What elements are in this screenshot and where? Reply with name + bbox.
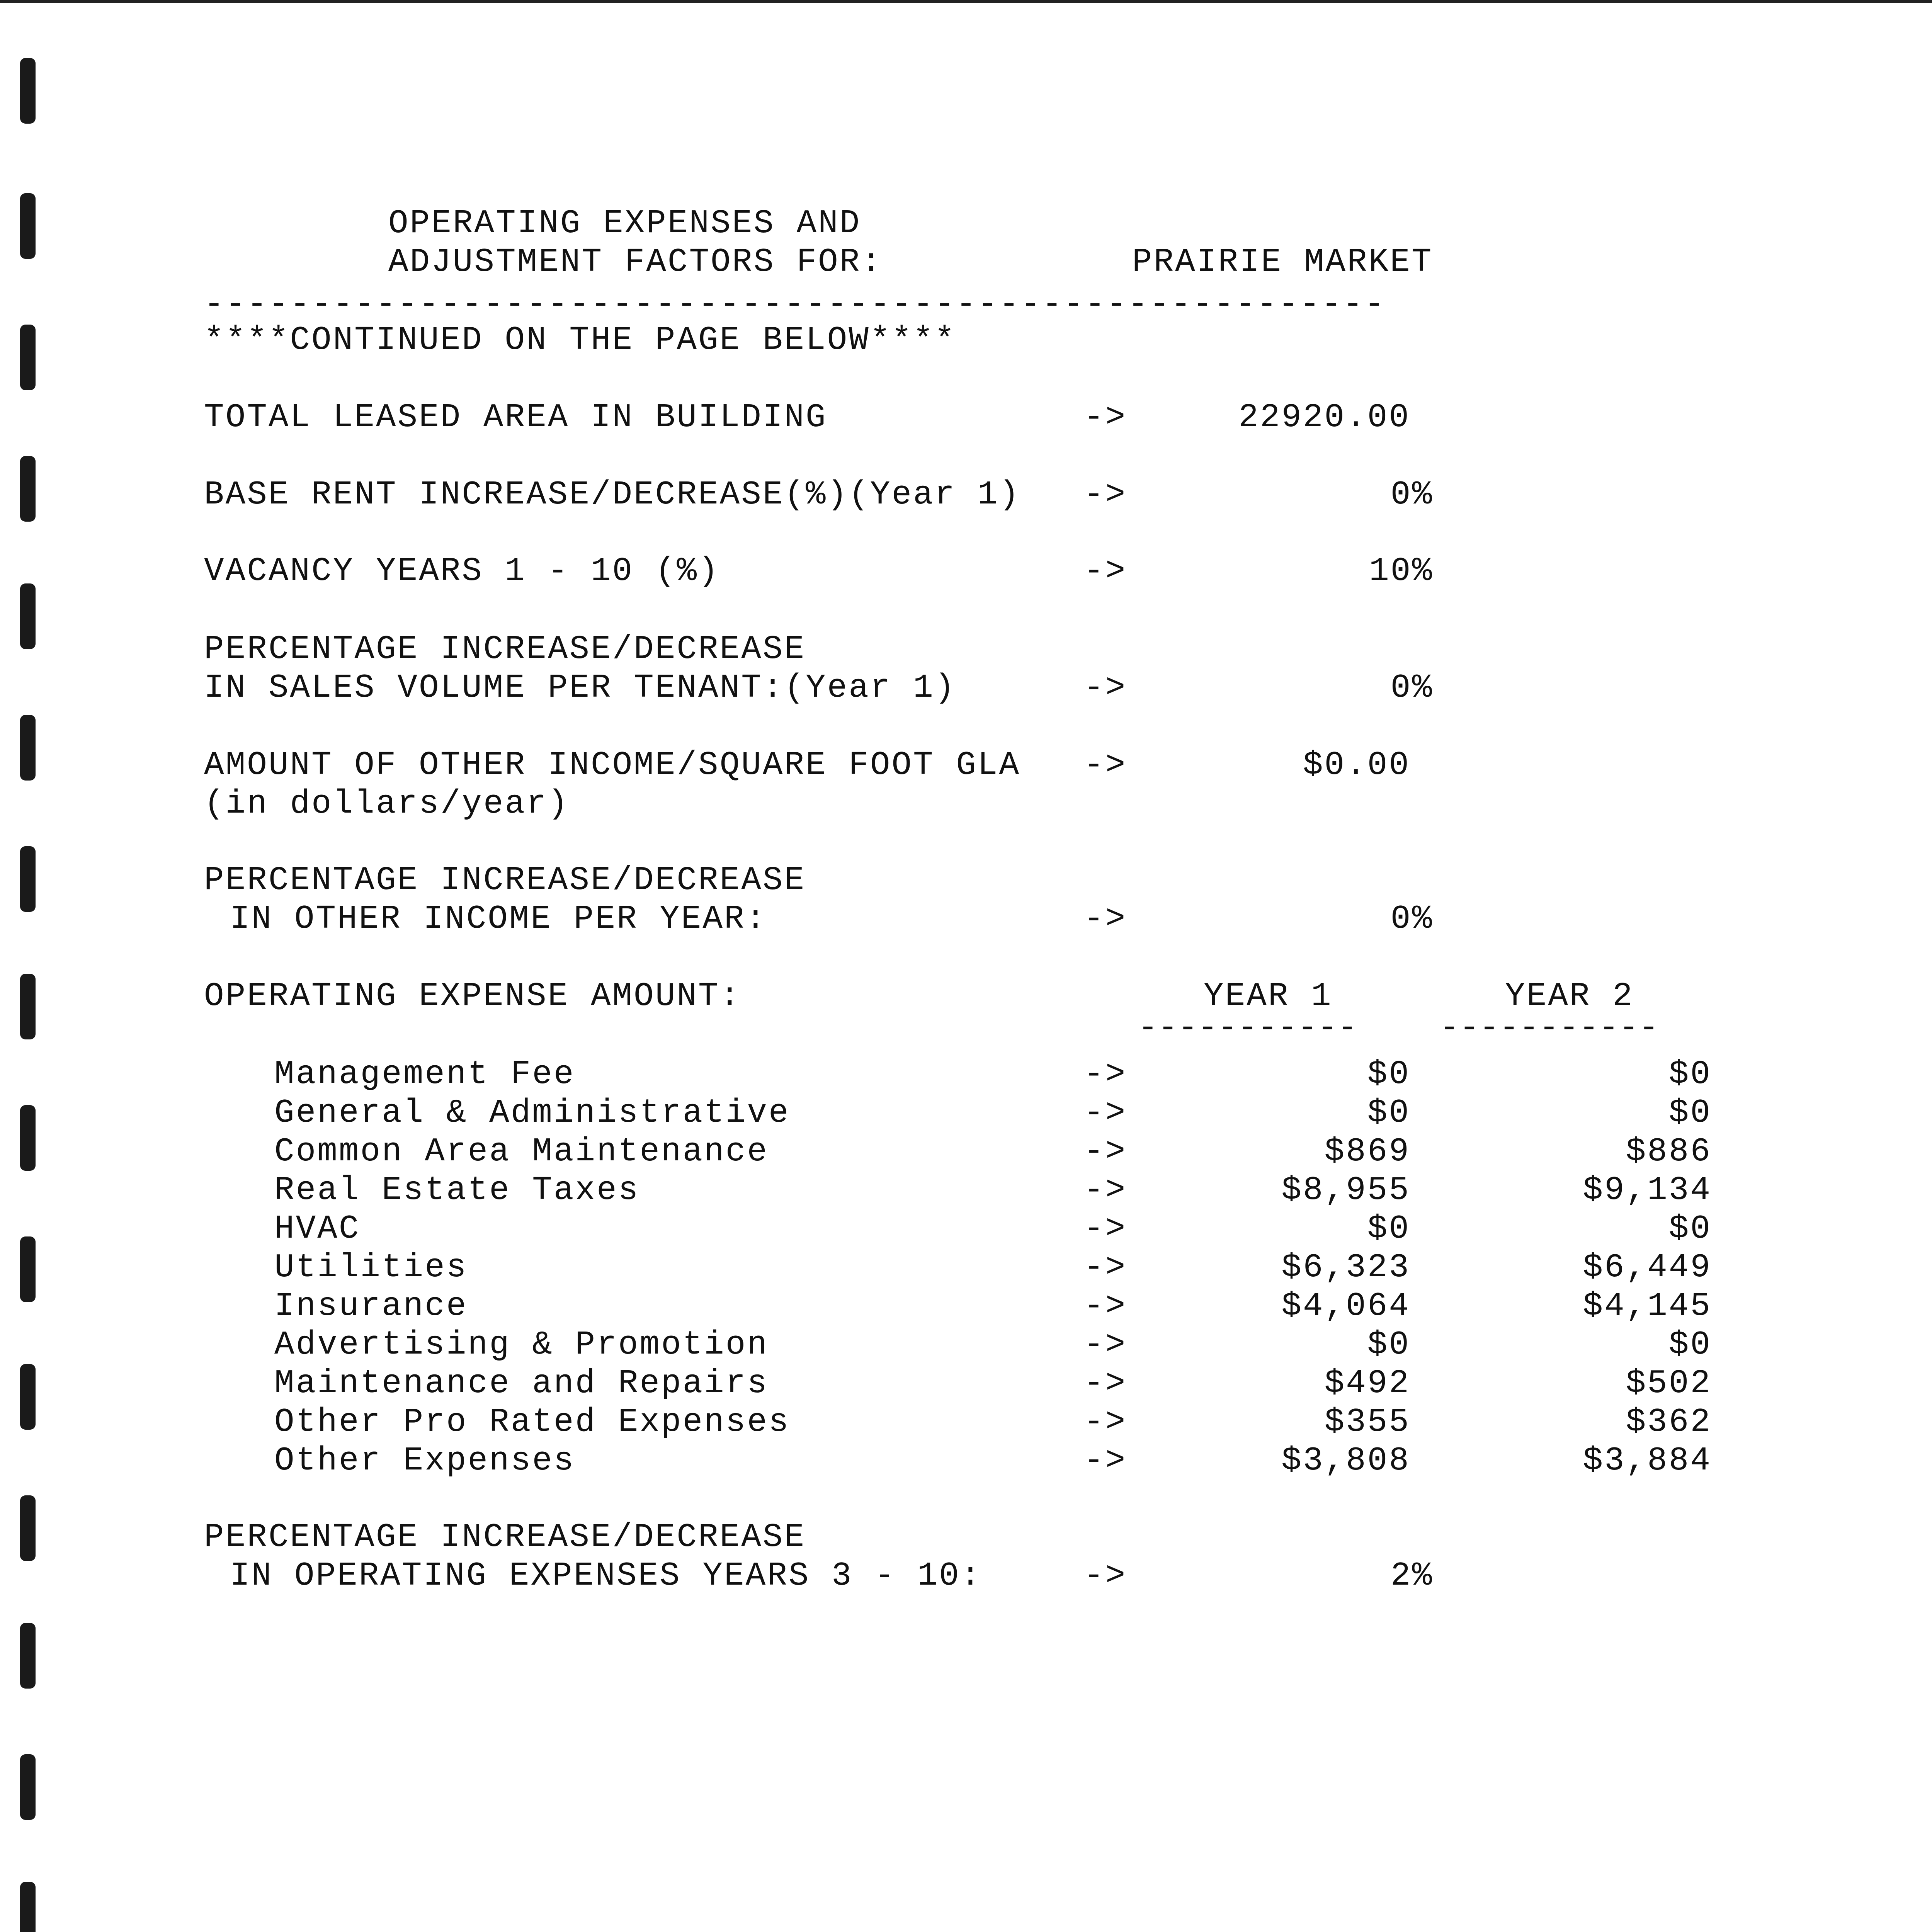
other-income-amount-value: $0.00 (1303, 746, 1410, 784)
year-2-value: $0 (1668, 1055, 1712, 1093)
vacancy-label: VACANCY YEARS 1 - 10 (%) (204, 552, 720, 590)
year-2-value: $0 (1668, 1094, 1712, 1132)
sales-volume-label-1: PERCENTAGE INCREASE/DECREASE (204, 630, 806, 668)
arrow: -> (1084, 746, 1127, 784)
opex-increase-label-2: IN OPERATING EXPENSES YEARS 3 - 10: (230, 1557, 982, 1595)
arrow: -> (1084, 1557, 1127, 1595)
year-2-value: $9,134 (1583, 1171, 1712, 1209)
other-income-amount-label-2: (in dollars/year) (204, 785, 570, 823)
year-2-value: $886 (1626, 1133, 1712, 1170)
arrow: -> (1084, 1442, 1127, 1480)
arrow: -> (1084, 1403, 1127, 1441)
title-line-1: OPERATING EXPENSES AND (388, 204, 861, 242)
year-2-value: $6,449 (1583, 1248, 1712, 1286)
binder-hole (20, 1495, 36, 1561)
binder-hole (20, 1623, 36, 1689)
binder-hole (20, 974, 36, 1039)
opex-increase-label-1: PERCENTAGE INCREASE/DECREASE (204, 1518, 806, 1556)
expense-name: General & Administrative (274, 1094, 790, 1132)
expense-name: Other Expenses (274, 1442, 575, 1480)
year-1-value: $0 (1367, 1326, 1410, 1364)
binder-hole (20, 193, 36, 259)
binder-hole (20, 456, 36, 522)
expense-name: Other Pro Rated Expenses (274, 1403, 790, 1441)
top-edge-rule (0, 0, 1932, 3)
year-1-value: $355 (1324, 1403, 1410, 1441)
arrow: -> (1084, 476, 1127, 514)
year-2-value: $0 (1668, 1210, 1712, 1248)
year-1-value: $869 (1324, 1133, 1410, 1170)
binder-hole (20, 583, 36, 649)
expense-name: Management Fee (274, 1055, 575, 1093)
year-1-value: $6,323 (1281, 1248, 1410, 1286)
year-1-value: $492 (1324, 1364, 1410, 1402)
arrow: -> (1084, 1133, 1127, 1170)
year-2-underline: ----------- (1439, 1009, 1659, 1047)
expense-name: Insurance (274, 1287, 468, 1325)
arrow: -> (1084, 669, 1127, 707)
other-income-amount-label-1: AMOUNT OF OTHER INCOME/SQUARE FOOT GLA (204, 746, 1021, 784)
year-1-value: $3,808 (1281, 1442, 1410, 1480)
expense-name: HVAC (274, 1210, 361, 1248)
other-income-pct-value: 0% (1390, 900, 1434, 938)
binder-hole (20, 846, 36, 912)
year-2-value: $3,884 (1583, 1442, 1712, 1480)
binder-hole (20, 58, 36, 124)
binder-hole (20, 715, 36, 781)
year-2-value: $4,145 (1583, 1287, 1712, 1325)
base-rent-value: 0% (1390, 476, 1434, 514)
sales-volume-label-2: IN SALES VOLUME PER TENANT:(Year 1) (204, 669, 956, 707)
sales-volume-value: 0% (1390, 669, 1434, 707)
year-1-value: $4,064 (1281, 1287, 1410, 1325)
binder-hole (20, 1882, 36, 1932)
arrow: -> (1084, 1287, 1127, 1325)
year-1-value: $0 (1367, 1094, 1410, 1132)
header-divider: ------------------------------------------------------- (204, 286, 1386, 323)
arrow: -> (1084, 900, 1127, 938)
arrow: -> (1084, 1210, 1127, 1248)
arrow: -> (1084, 1248, 1127, 1286)
binder-hole (20, 1105, 36, 1171)
arrow: -> (1084, 1326, 1127, 1364)
year-2-value: $502 (1626, 1364, 1712, 1402)
vacancy-value: 10% (1369, 552, 1434, 590)
arrow: -> (1084, 1171, 1127, 1209)
arrow: -> (1084, 552, 1127, 590)
expense-name: Common Area Maintenance (274, 1133, 769, 1170)
base-rent-label: BASE RENT INCREASE/DECREASE(%)(Year 1) (204, 476, 1021, 514)
arrow: -> (1084, 1364, 1127, 1402)
year-2-value: $0 (1668, 1326, 1712, 1364)
opex-increase-value: 2% (1390, 1557, 1434, 1595)
other-income-pct-label-2: IN OTHER INCOME PER YEAR: (230, 900, 767, 938)
property-name: PRAIRIE MARKET (1132, 243, 1433, 281)
expense-name: Real Estate Taxes (274, 1171, 640, 1209)
expense-name: Utilities (274, 1248, 468, 1286)
year-1-value: $0 (1367, 1210, 1410, 1248)
year-1-value: $0 (1367, 1055, 1410, 1093)
binder-hole (20, 1236, 36, 1302)
title-line-2: ADJUSTMENT FACTORS FOR: (388, 243, 883, 281)
year-1-value: $8,955 (1281, 1171, 1410, 1209)
binder-hole (20, 1754, 36, 1820)
opex-label: OPERATING EXPENSE AMOUNT: (204, 977, 742, 1015)
arrow: -> (1084, 1055, 1127, 1093)
arrow: -> (1084, 1094, 1127, 1132)
expense-name: Advertising & Promotion (274, 1326, 769, 1364)
arrow: -> (1084, 398, 1127, 436)
binder-hole (20, 325, 36, 390)
expense-name: Maintenance and Repairs (274, 1364, 769, 1402)
binder-hole (20, 1364, 36, 1430)
year-1-header: YEAR 1 (1204, 977, 1333, 1015)
year-1-underline: ----------- (1138, 1009, 1357, 1047)
continued-note: ****CONTINUED ON THE PAGE BELOW**** (204, 321, 956, 359)
year-2-header: YEAR 2 (1505, 977, 1634, 1015)
total-leased-label: TOTAL LEASED AREA IN BUILDING (204, 398, 827, 436)
other-income-pct-label-1: PERCENTAGE INCREASE/DECREASE (204, 861, 806, 899)
year-2-value: $362 (1626, 1403, 1712, 1441)
total-leased-value: 22920.00 (1238, 398, 1410, 436)
